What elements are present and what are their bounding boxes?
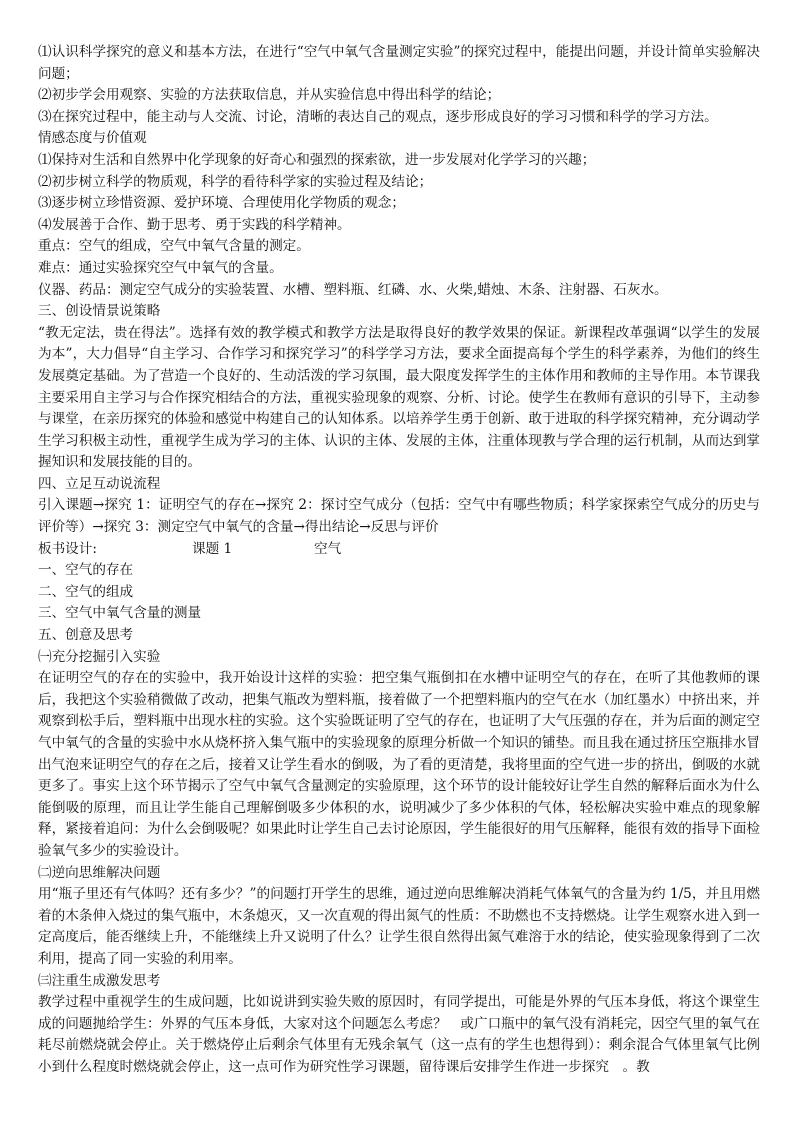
paragraph-reverse-thinking: 用“瓶子里还有气体吗？还有多少？”的问题打开学生的思维，通过逆向思维解决消耗气体氧气的含量为约 1/5，并且用燃着的木条伸入烧过的集气瓶中，木条熄灭，又一次直观的得出氮气的性质：不助燃也不支持燃烧。让学生观察水进入到一定高度后，能否继续上升，不能继续上升又说明了什么？让学生很自然得出氮气难溶于水的结论，使实验现象得到了二次利用，提高了同一实验的利用率。 xyxy=(38,886,761,967)
paragraph-strategy: “教无定法，贵在得法”。选择有效的教学模式和教学方法是取得良好的教学效果的保证。新课程改革强调“以学生的发展为本”，大力倡导“自主学习、合作学习和探究学习”的科学学习方法，要求全面提高每个学生的科学素养，为他们的终生发展奠定基础。为了营造一个良好的、生动活泼的学习氛围，最大限度发挥学生的主体作用和教师的主导作用。本节课我主要采用自主学习与合作探究相结合的方法，重视实验现象的观察、分析、讨论。使学生在教师有意识的引导下，主动参与课堂，在亲历探究的体验和感觉中构建自己的认知体系。以培养学生勇于创新、敢于进取的科学探究精神，充分调动学生学习积极主动性，重视学生成为学习的主体、认识的主体、发展的主体，注重体现教与学合理的运行机制，从而达到掌握知识和发展技能的目的。 xyxy=(38,324,760,471)
board-item-3: 三、空气中氧气含量的测量 xyxy=(38,605,202,622)
paragraph-generated-thinking: 教学过程中重视学生的生成问题，比如说讲到实验失败的原因时，有同学提出，可能是外界的气压本身低，将这个课堂生成的问题抛给学生：外界的气压本身低，大家对这个问题怎么考虑？ 或广口瓶中的氧气没有消耗完，因空气里的氧气在耗尽前燃烧就会停止。关于燃烧停止后剩余气体里有无残余氧气（这一点有的学生也想得到）：剩余混合气体里氧气比例小到什么程度时燃烧就会停止，这一点可作为研究性学习课题，留待课后安排学生作进一步探究 。教 xyxy=(38,994,760,1075)
subheading-intro-experiment: ㈠充分挖掘引入实验 xyxy=(38,648,161,665)
paragraph-key-point: 重点：空气的组成，空气中氧气含量的测定。 xyxy=(38,238,310,255)
board-design-label: 板书设计: xyxy=(38,540,97,557)
subheading-reverse-thinking: ㈡逆向思维解决问题 xyxy=(38,864,161,881)
board-item-2: 二、空气的组成 xyxy=(38,583,134,600)
paragraph-attitude-1: ⑴保持对生活和自然界中化学现象的好奇心和强烈的探索欲，进一步发展对化学学习的兴趣； xyxy=(38,151,596,168)
board-design-line xyxy=(38,539,760,561)
board-design-topic: 空气 xyxy=(314,540,342,557)
paragraph-attitude-3: ⑶逐步树立珍惜资源、爱护环境、合理使用化学物质的观念； xyxy=(38,195,406,212)
paragraph-intro-experiment: 在证明空气的存在的实验中，我开始设计这样的实验：把空集气瓶倒扣在水槽中证明空气的存在，在听了其他教师的课后，我把这个实验稍微做了改动，把集气瓶改为塑料瓶，接着做了一个把塑料瓶内的空气在水（加红墨水）中挤出来，并观察到松手后，塑料瓶中出现水柱的实验。这个实验既证明了空气的存在，也证明了大气压强的存在，并为后面的测定空气中氧气的含量的实验中水从烧杯挤入集气瓶中的实验现象的原理分析做一个知识的铺垫。而且我在通过挤压空瓶排水冒出气泡来证明空气的存在之后，接着又让学生看水的倒吸，为了看的更清楚，我将里面的空气进一步的挤出，倒吸的水就更多了。事实上这个环节揭示了空气中氧气含量测定的实验原理，这个环节的设计能较好让学生自然的解释后面水为什么能倒吸的原理，而且让学生能自己理解倒吸多少体积的水，说明减少了多少体积的气体，轻松解决实验中难点的现象解释，紧接着追问：为什么会倒吸呢？如果此时让学生自己去讨论原因，学生能很好的用气压解释，能很有效的指导下面检验氧气多少的实验设计。 xyxy=(38,670,760,859)
paragraph-difficulty: 难点：通过实验探究空气中氧气的含量。 xyxy=(38,259,283,276)
document-page xyxy=(38,42,760,1079)
subheading-generated-thinking: ㈢注重生成激发思考 xyxy=(38,972,161,989)
board-item-1: 一、空气的存在 xyxy=(38,562,134,579)
section-heading-attitude: 情感态度与价值观 xyxy=(38,130,147,147)
paragraph-attitude-2: ⑵初步树立科学的物质观，科学的看待科学家的实验过程及结论； xyxy=(38,173,433,190)
section-heading-creativity: 五、创意及思考 xyxy=(38,627,134,644)
paragraph-attitude-4: ⑷发展善于合作、勤于思考、勇于实践的科学精神。 xyxy=(38,216,351,233)
paragraph-objective-3: ⑶在探究过程中，能主动与人交流、讨论，清晰的表达自己的观点，逐步形成良好的学习习惯和科学的学习方法。 xyxy=(38,108,718,125)
paragraph-objective-1: ⑴认识科学探究的意义和基本方法，在进行“空气中氧气含量测定实验”的探究过程中，能提出问题，并设计简单实验解决问题； xyxy=(38,44,760,82)
board-design-lesson: 课题 1 xyxy=(192,540,233,557)
section-heading-strategy: 三、创设情景说策略 xyxy=(38,303,161,320)
paragraph-process-flow: 引入课题→探究 1：证明空气的存在→探究 2：探讨空气成分（包括：空气中有哪些物质；科学家探索空气成分的历史与评价等）→探究 3：测定空气中氧气的含量→得出结论→反思与评价 xyxy=(38,497,760,536)
section-heading-process: 四、立足互动说流程 xyxy=(38,475,161,492)
paragraph-materials: 仪器、药品：测定空气成分的实验装置、水槽、塑料瓶、红磷、水、火柴,蜡烛、木条、注射器、石灰水。 xyxy=(38,281,668,298)
paragraph-objective-2: ⑵初步学会用观察、实验的方法获取信息，并从实验信息中得出科学的结论； xyxy=(38,87,501,104)
